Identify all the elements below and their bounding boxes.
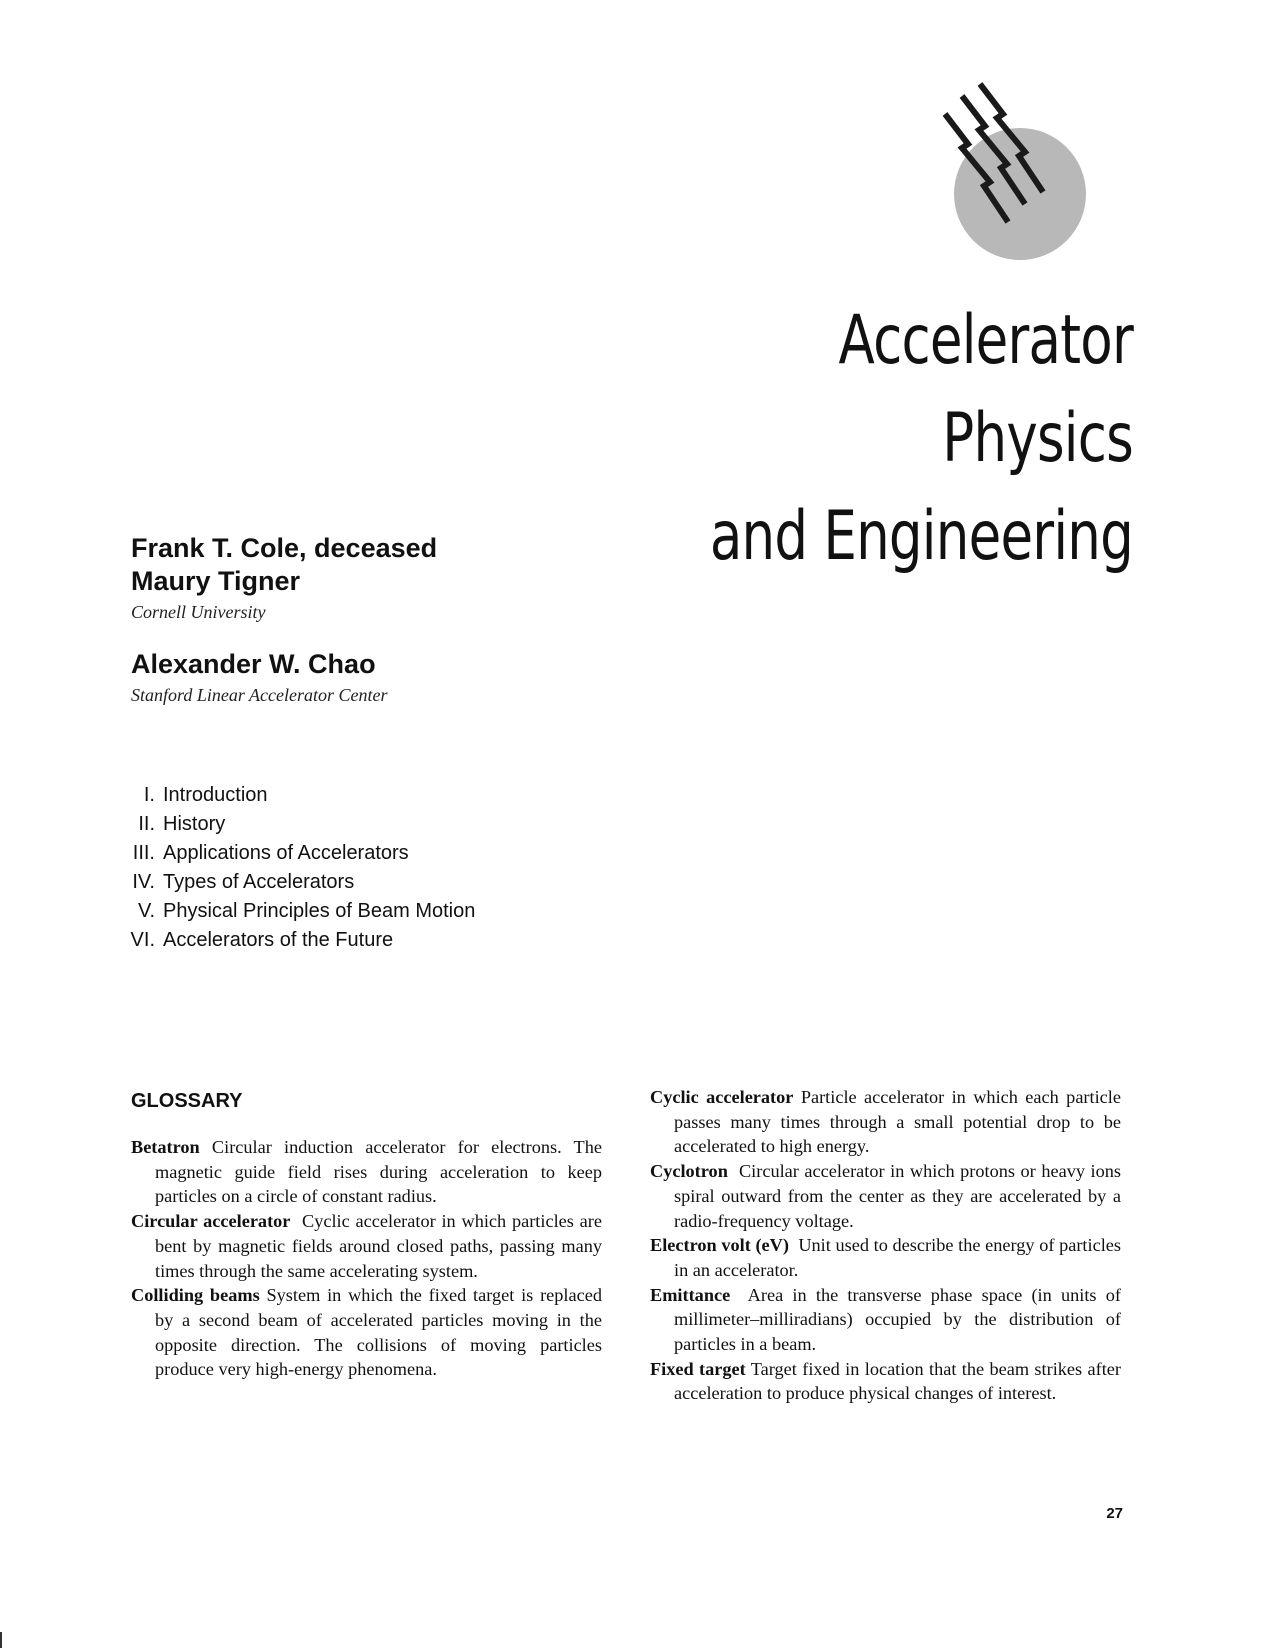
glossary-definition: Area in the transverse phase space (in units of millimeter–milliradians) occupied by the distribution of particles in a beam. bbox=[674, 1284, 1121, 1355]
author-name: Frank T. Cole, deceased bbox=[131, 533, 438, 563]
glossary-term: Cyclotron bbox=[650, 1161, 728, 1182]
outline-label: Types of Accelerators bbox=[163, 871, 355, 893]
glossary-definition: Circular accelerator in which protons or heavy ions spiral outward from the center as they are accelerated by a radio-frequency voltage. bbox=[674, 1161, 1121, 1231]
glossary-entry bbox=[131, 1209, 602, 1283]
author-name: Maury Tigner bbox=[131, 566, 301, 596]
glossary-definition: Circular induction accelerator for electrons. The magnetic guide field rises during acceleration to keep particles on a circle of constant radius. bbox=[155, 1137, 602, 1207]
outline-label: Introduction bbox=[163, 784, 268, 806]
outline-item bbox=[124, 781, 475, 810]
glossary-term: Cyclic accelerator bbox=[650, 1087, 794, 1107]
outline-number: VI. bbox=[130, 929, 155, 951]
glossary-entry bbox=[650, 1085, 1121, 1159]
glossary-definition: System in which the fixed target is replaced by a second beam of accelerated particles moving in the opposite direction. The collisions of moving particles produce very high-energy phenomena. bbox=[155, 1285, 602, 1380]
glossary-definition: Cyclic accelerator in which particles are bent by magnetic fields around closed paths, passing many times through the same accelerating system. bbox=[155, 1211, 602, 1281]
glossary-entry bbox=[650, 1357, 1121, 1406]
glossary-term: Emittance bbox=[650, 1284, 731, 1305]
outline-number: V. bbox=[137, 900, 155, 922]
glossary-entry bbox=[650, 1233, 1121, 1282]
page-number: 27 bbox=[1106, 1505, 1123, 1522]
glossary-column-right bbox=[650, 1085, 1121, 1406]
outline-item bbox=[124, 839, 475, 868]
glossary-column-left bbox=[131, 1135, 602, 1382]
glossary-definition: Target fixed in location that the beam strikes after acceleration to produce physical changes of interest. bbox=[674, 1358, 1121, 1404]
glossary-term: Fixed target bbox=[650, 1358, 746, 1379]
glossary-term: Betatron bbox=[131, 1137, 200, 1157]
outline-label: Accelerators of the Future bbox=[163, 929, 394, 951]
outline-item bbox=[124, 810, 475, 839]
outline-item bbox=[124, 897, 475, 926]
author-block bbox=[131, 532, 731, 709]
glossary-term: Colliding beams bbox=[131, 1285, 260, 1306]
glossary-entry bbox=[650, 1159, 1121, 1233]
author-affiliation: Cornell University bbox=[131, 602, 266, 622]
chapter-title-line-2: and Engineering bbox=[709, 497, 1133, 576]
chapter-title-line-1: Accelerator Physics bbox=[838, 301, 1133, 478]
outline-label: Physical Principles of Beam Motion bbox=[163, 900, 476, 922]
glossary-heading: GLOSSARY bbox=[131, 1090, 243, 1112]
outline-number: III. bbox=[132, 842, 155, 864]
glossary-definition: Unit used to describe the energy of particles in an accelerator. bbox=[674, 1235, 1122, 1280]
author-name: Alexander W. Chao bbox=[131, 649, 376, 679]
outline-item bbox=[124, 868, 475, 897]
author-group-slac bbox=[131, 648, 731, 709]
author-group-cornell bbox=[131, 532, 731, 626]
glossary-definition: Particle accelerator in which each particle passes many times through a small potential drop to be accelerated to high energy. bbox=[674, 1087, 1121, 1157]
glossary-entry bbox=[650, 1283, 1121, 1357]
page-edge-mark bbox=[0, 1632, 2, 1648]
outline-label: History bbox=[163, 813, 226, 835]
glossary-term: Circular accelerator bbox=[131, 1211, 291, 1232]
glossary-entry bbox=[131, 1283, 602, 1382]
outline-number: II. bbox=[138, 813, 155, 835]
outline-label: Applications of Accelerators bbox=[163, 842, 409, 864]
glossary-term: Electron volt (eV) bbox=[650, 1235, 789, 1256]
lightning-bolts-circle-icon bbox=[940, 82, 1090, 272]
outline-number: I. bbox=[143, 784, 155, 806]
author-affiliation: Stanford Linear Accelerator Center bbox=[131, 685, 388, 705]
outline-number: IV. bbox=[132, 871, 155, 893]
chapter-outline bbox=[124, 781, 475, 955]
glossary-entry bbox=[131, 1135, 602, 1209]
outline-item bbox=[124, 926, 475, 955]
